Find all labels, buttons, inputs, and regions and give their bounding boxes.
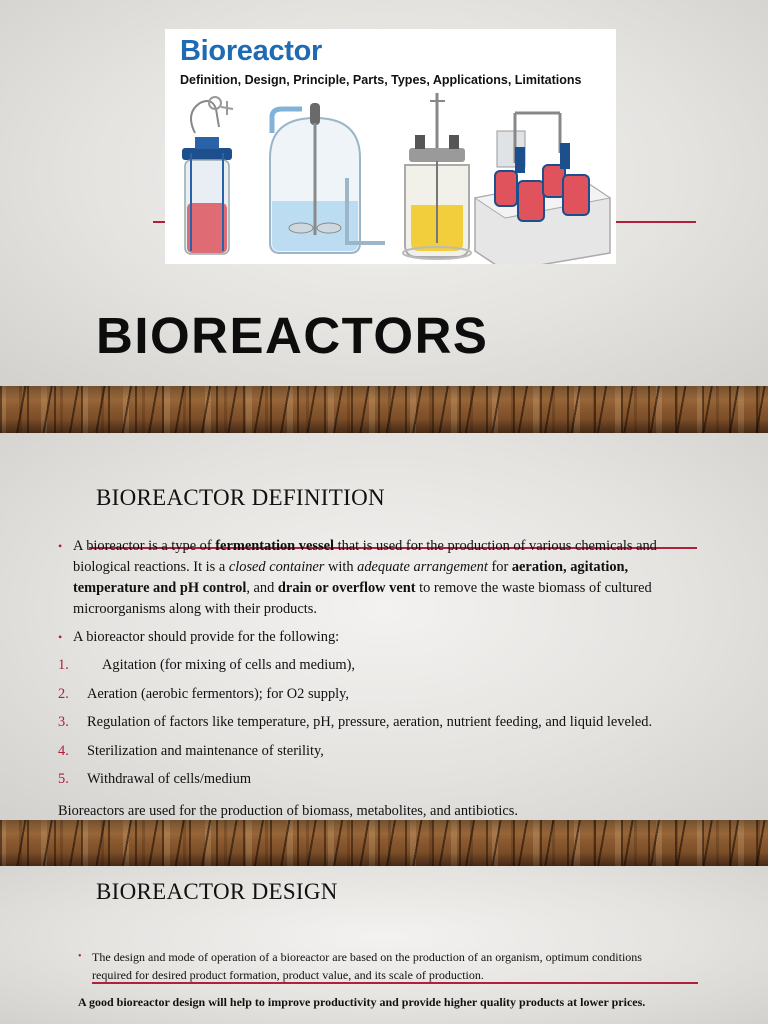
- bullet-text: The design and mode of operation of a bioreactor are based on the production of an organism, optimum conditions required for desired product formation, product value, and its scale of production.: [92, 950, 642, 982]
- design-paragraph: A good bioreactor design will help to improve productivity and provide higher quality products at lower prices.: [78, 995, 646, 1009]
- list-number: 5.: [58, 771, 69, 788]
- list-number: 3.: [58, 714, 69, 731]
- text-run: with: [324, 559, 358, 575]
- accent-line-right: [616, 221, 696, 223]
- definition-content: [58, 536, 688, 798]
- vessel-2: [270, 103, 385, 253]
- slide-heading: BIOREACTOR DEFINITION: [96, 485, 385, 510]
- bullet-icon: •: [58, 630, 63, 644]
- text-run: A bioreactor is a type of: [73, 538, 216, 554]
- list-item: [58, 684, 688, 705]
- design-slide: [0, 866, 768, 1024]
- vessel-1: [182, 97, 233, 254]
- wood-divider: [0, 386, 768, 433]
- list-item: [58, 741, 688, 762]
- vessel-4: [475, 113, 610, 264]
- bullet-item: [58, 536, 688, 620]
- list-number: 2.: [58, 685, 69, 702]
- list-text: Sterilization and maintenance of sterility,: [87, 742, 324, 759]
- text-run: to remove the waste biomass of cultured microorganisms along with their products.: [73, 580, 652, 617]
- list-item: [58, 655, 688, 676]
- text-run-bold: fermentation vessel: [215, 538, 334, 554]
- bullet-icon: •: [58, 539, 63, 553]
- bullet-icon: •: [78, 951, 82, 962]
- list-text: Regulation of factors like temperature, pH, pressure, aeration, nutrient feeding, and liquid leveled.: [87, 714, 653, 731]
- bullet-item: [78, 948, 678, 984]
- text-run-bold: aeration, agitation, temperature and pH control: [73, 559, 629, 596]
- definition-slide: [0, 433, 768, 820]
- list-item: [58, 712, 688, 733]
- list-text: Aeration (aerobic fermentors); for O2 supply,: [87, 685, 350, 702]
- list-number: 1.: [58, 657, 69, 673]
- list-number: 4.: [58, 742, 69, 759]
- text-run: that is used for the production of various chemicals and biological reactions. It is a: [73, 538, 657, 575]
- text-run-bold: drain or overflow vent: [277, 580, 416, 596]
- text-run: for: [487, 559, 512, 575]
- vessel-3: [403, 93, 471, 259]
- bioreactor-illustration: [165, 29, 616, 264]
- underline-accent: [92, 982, 698, 984]
- design-content: [78, 948, 678, 991]
- image-subtitle: Definition, Design, Principle, Parts, Types, Applications, Limitations: [180, 73, 582, 87]
- title-slide: [0, 0, 768, 386]
- text-run-italic: adequate arrangement: [357, 559, 488, 575]
- list-item: [58, 769, 688, 790]
- slide-heading: BIOREACTOR DESIGN: [96, 879, 338, 904]
- text-run: , and: [246, 580, 278, 596]
- slide-title: BIOREACTORS: [96, 307, 489, 364]
- text-run-italic: closed container: [228, 559, 325, 575]
- list-text: Agitation (for mixing of cells and medium),: [102, 657, 355, 673]
- bioreactor-vessels-drawing: [165, 93, 616, 264]
- list-text: Withdrawal of cells/medium: [87, 771, 252, 788]
- bullet-text: A bioreactor should provide for the following:: [73, 629, 340, 645]
- bullet-item: [58, 627, 688, 648]
- image-title: Bioreactor: [180, 35, 323, 67]
- wood-divider: [0, 820, 768, 866]
- slide-footer-text: Bioreactors are used for the production of biomass, metabolites, and antibiotics.: [58, 803, 518, 819]
